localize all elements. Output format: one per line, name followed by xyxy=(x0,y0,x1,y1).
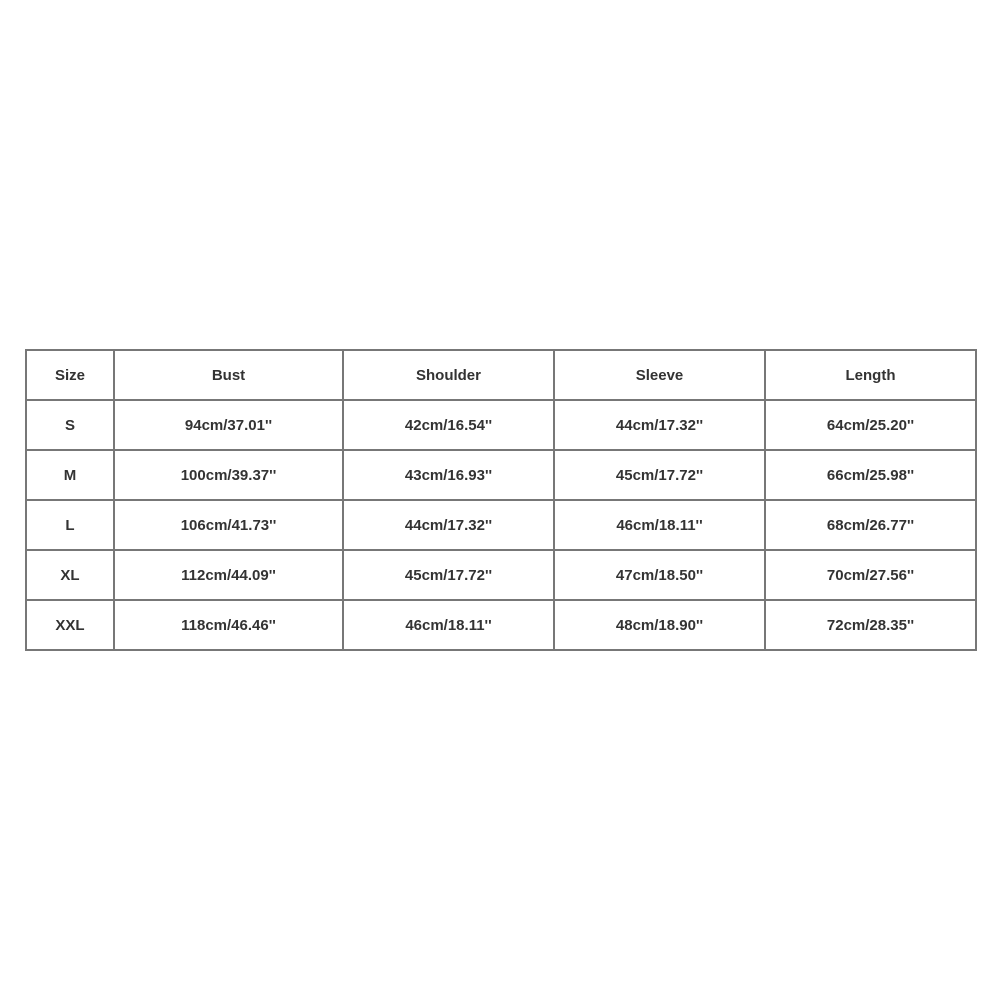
header-shoulder: Shoulder xyxy=(343,350,554,400)
cell-shoulder: 42cm/16.54'' xyxy=(343,400,554,450)
table-row xyxy=(26,550,976,600)
cell-sleeve: 47cm/18.50'' xyxy=(554,550,765,600)
cell-sleeve: 45cm/17.72'' xyxy=(554,450,765,500)
cell-sleeve: 44cm/17.32'' xyxy=(554,400,765,450)
cell-bust: 106cm/41.73'' xyxy=(114,500,343,550)
header-sleeve: Sleeve xyxy=(554,350,765,400)
cell-size: M xyxy=(26,450,114,500)
cell-length: 70cm/27.56'' xyxy=(765,550,976,600)
header-size: Size xyxy=(26,350,114,400)
cell-bust: 112cm/44.09'' xyxy=(114,550,343,600)
table-row xyxy=(26,400,976,450)
size-chart-table xyxy=(25,349,977,651)
cell-shoulder: 46cm/18.11'' xyxy=(343,600,554,650)
cell-length: 66cm/25.98'' xyxy=(765,450,976,500)
cell-size: L xyxy=(26,500,114,550)
cell-sleeve: 48cm/18.90'' xyxy=(554,600,765,650)
cell-shoulder: 45cm/17.72'' xyxy=(343,550,554,600)
cell-size: S xyxy=(26,400,114,450)
cell-length: 64cm/25.20'' xyxy=(765,400,976,450)
cell-length: 72cm/28.35'' xyxy=(765,600,976,650)
cell-bust: 94cm/37.01'' xyxy=(114,400,343,450)
cell-size: XXL xyxy=(26,600,114,650)
table-row xyxy=(26,500,976,550)
cell-size: XL xyxy=(26,550,114,600)
cell-length: 68cm/26.77'' xyxy=(765,500,976,550)
cell-shoulder: 43cm/16.93'' xyxy=(343,450,554,500)
table-row xyxy=(26,450,976,500)
header-row xyxy=(26,350,976,400)
header-length: Length xyxy=(765,350,976,400)
cell-shoulder: 44cm/17.32'' xyxy=(343,500,554,550)
header-bust: Bust xyxy=(114,350,343,400)
table-row xyxy=(26,600,976,650)
cell-sleeve: 46cm/18.11'' xyxy=(554,500,765,550)
cell-bust: 100cm/39.37'' xyxy=(114,450,343,500)
cell-bust: 118cm/46.46'' xyxy=(114,600,343,650)
